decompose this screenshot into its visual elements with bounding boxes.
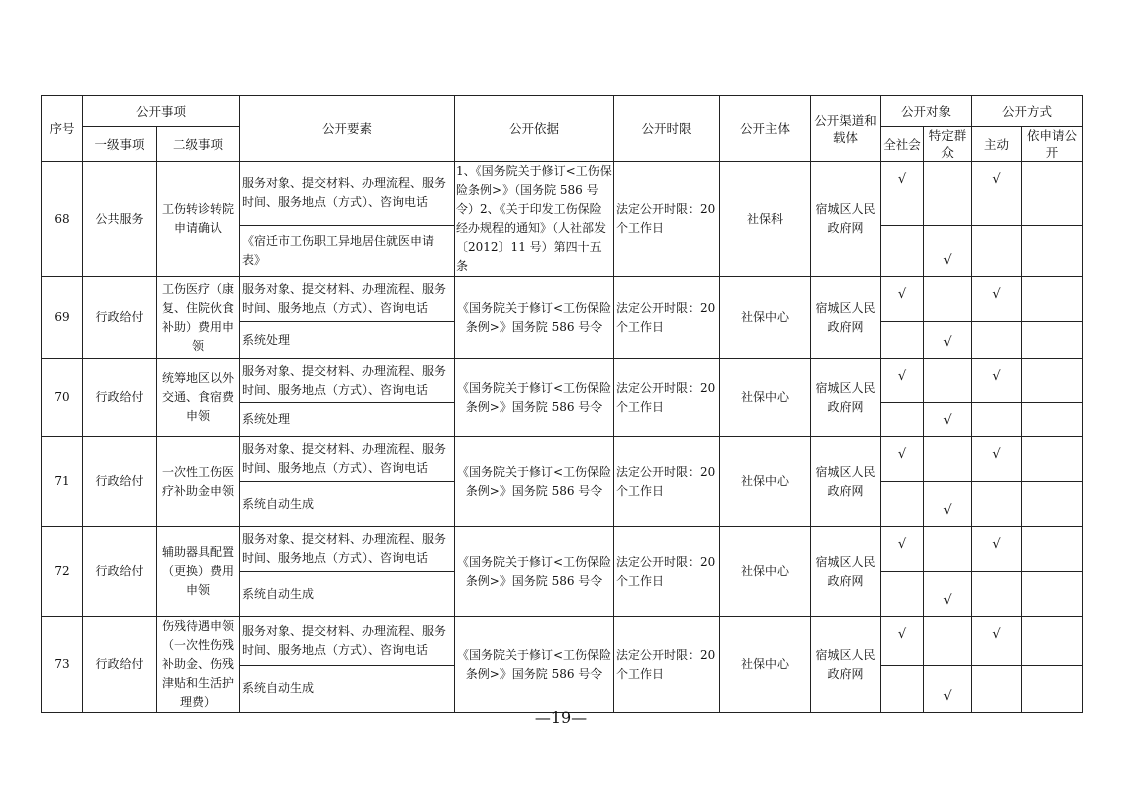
row-elements: 服务对象、提交材料、办理流程、服务时间、服务地点（方式）、咨询电话 [240, 359, 455, 403]
header-method-request: 依申请公开 [1022, 127, 1083, 162]
row-level1: 行政给付 [83, 437, 157, 527]
row-seq: 71 [42, 437, 83, 527]
empty-cell [924, 617, 972, 666]
check-mark-active: √ [972, 527, 1022, 572]
header-elements: 公开要素 [240, 96, 455, 162]
row-basis: 《国务院关于修订<工伤保险条例>》国务院 586 号令 [455, 527, 614, 617]
check-mark-specific: √ [924, 665, 972, 712]
empty-cell [1022, 403, 1083, 437]
empty-cell [1022, 665, 1083, 712]
row-level1: 公共服务 [83, 162, 157, 277]
row-channel: 宿城区人民政府网 [811, 437, 881, 527]
table-row [42, 527, 1083, 572]
row-basis: 《国务院关于修订<工伤保险条例>》国务院 586 号令 [455, 617, 614, 713]
empty-cell [924, 437, 972, 482]
row-elements-sub: 系统自动生成 [240, 482, 455, 527]
check-mark-specific: √ [924, 225, 972, 276]
row-channel: 宿城区人民政府网 [811, 617, 881, 713]
disclosure-table [41, 95, 1083, 713]
header-target-all: 全社会 [881, 127, 924, 162]
row-subject: 社保中心 [720, 359, 811, 437]
table-row [42, 162, 1083, 226]
row-level2: 工伤医疗（康复、住院伙食补助）费用申领 [157, 277, 240, 359]
check-mark-specific: √ [924, 322, 972, 359]
check-mark-all: √ [881, 162, 924, 226]
row-channel: 宿城区人民政府网 [811, 359, 881, 437]
check-mark-all: √ [881, 359, 924, 403]
row-channel: 宿城区人民政府网 [811, 277, 881, 359]
check-mark-active: √ [972, 617, 1022, 666]
check-mark-specific: √ [924, 482, 972, 527]
check-mark-specific: √ [924, 572, 972, 617]
row-seq: 70 [42, 359, 83, 437]
header-level1: 一级事项 [83, 127, 157, 162]
empty-cell [1022, 277, 1083, 322]
empty-cell [972, 225, 1022, 276]
row-elements: 服务对象、提交材料、办理流程、服务时间、服务地点（方式）、咨询电话 [240, 527, 455, 572]
header-seq: 序号 [42, 96, 83, 162]
row-elements: 服务对象、提交材料、办理流程、服务时间、服务地点（方式）、咨询电话 [240, 277, 455, 322]
row-level2: 一次性工伤医疗补助金申领 [157, 437, 240, 527]
row-seq: 68 [42, 162, 83, 277]
table-row [42, 359, 1083, 403]
header-target-specific: 特定群众 [924, 127, 972, 162]
row-elements-sub: 系统处理 [240, 403, 455, 437]
row-seq: 72 [42, 527, 83, 617]
row-time: 法定公开时限：20个工作日 [614, 277, 720, 359]
header-method: 公开方式 [972, 96, 1083, 127]
row-time: 法定公开时限：20个工作日 [614, 527, 720, 617]
empty-cell [972, 665, 1022, 712]
header-time: 公开时限 [614, 96, 720, 162]
row-elements-sub: 系统处理 [240, 322, 455, 359]
row-basis: 1、《国务院关于修订<工伤保险条例>》（国务院 586 号令）2、《关于印发工伤保险经办规程的通知》（人社部发〔2012〕11 号）第四十五条 [455, 162, 614, 277]
row-elements: 服务对象、提交材料、办理流程、服务时间、服务地点（方式）、咨询电话 [240, 617, 455, 666]
row-basis: 《国务院关于修订<工伤保险条例>》国务院 586 号令 [455, 277, 614, 359]
row-level2: 辅助器具配置（更换）费用申领 [157, 527, 240, 617]
empty-cell [1022, 225, 1083, 276]
row-elements-sub: 系统自动生成 [240, 572, 455, 617]
row-elements: 服务对象、提交材料、办理流程、服务时间、服务地点（方式）、咨询电话 [240, 162, 455, 226]
header-items: 公开事项 [83, 96, 240, 127]
empty-cell [881, 322, 924, 359]
header-basis: 公开依据 [455, 96, 614, 162]
row-subject: 社保中心 [720, 617, 811, 713]
check-mark-active: √ [972, 162, 1022, 226]
row-seq: 69 [42, 277, 83, 359]
empty-cell [972, 403, 1022, 437]
page-number: —19— [534, 708, 588, 727]
row-time: 法定公开时限：20个工作日 [614, 617, 720, 713]
empty-cell [972, 322, 1022, 359]
empty-cell [881, 665, 924, 712]
empty-cell [881, 403, 924, 437]
empty-cell [881, 572, 924, 617]
header-subject: 公开主体 [720, 96, 811, 162]
empty-cell [1022, 162, 1083, 226]
empty-cell [1022, 359, 1083, 403]
empty-cell [1022, 322, 1083, 359]
row-subject: 社保中心 [720, 437, 811, 527]
row-time: 法定公开时限：20个工作日 [614, 359, 720, 437]
row-basis: 《国务院关于修订<工伤保险条例>》国务院 586 号令 [455, 437, 614, 527]
empty-cell [1022, 527, 1083, 572]
empty-cell [881, 225, 924, 276]
check-mark-active: √ [972, 437, 1022, 482]
empty-cell [972, 482, 1022, 527]
check-mark-active: √ [972, 277, 1022, 322]
row-level1: 行政给付 [83, 527, 157, 617]
row-basis: 《国务院关于修订<工伤保险条例>》国务院 586 号令 [455, 359, 614, 437]
empty-cell [924, 527, 972, 572]
check-mark-all: √ [881, 527, 924, 572]
table-row [42, 437, 1083, 482]
empty-cell [881, 482, 924, 527]
row-subject: 社保中心 [720, 527, 811, 617]
row-level1: 行政给付 [83, 277, 157, 359]
row-level2: 统筹地区以外交通、食宿费申领 [157, 359, 240, 437]
empty-cell [1022, 617, 1083, 666]
row-channel: 宿城区人民政府网 [811, 527, 881, 617]
row-level1: 行政给付 [83, 359, 157, 437]
check-mark-active: √ [972, 359, 1022, 403]
empty-cell [972, 572, 1022, 617]
empty-cell [1022, 437, 1083, 482]
row-elements-sub: 系统自动生成 [240, 665, 455, 712]
header-target: 公开对象 [881, 96, 972, 127]
empty-cell [924, 277, 972, 322]
table-row [42, 617, 1083, 666]
row-subject: 社保科 [720, 162, 811, 277]
check-mark-all: √ [881, 277, 924, 322]
empty-cell [924, 359, 972, 403]
check-mark-specific: √ [924, 403, 972, 437]
row-elements: 服务对象、提交材料、办理流程、服务时间、服务地点（方式）、咨询电话 [240, 437, 455, 482]
row-channel: 宿城区人民政府网 [811, 162, 881, 277]
check-mark-all: √ [881, 617, 924, 666]
row-level2: 工伤转诊转院申请确认 [157, 162, 240, 277]
empty-cell [1022, 482, 1083, 527]
table-row [42, 277, 1083, 322]
row-subject: 社保中心 [720, 277, 811, 359]
row-seq: 73 [42, 617, 83, 713]
empty-cell [1022, 572, 1083, 617]
row-elements-sub: 《宿迁市工伤职工异地居住就医申请表》 [240, 225, 455, 276]
row-time: 法定公开时限：20个工作日 [614, 162, 720, 277]
header-row-top [42, 96, 1083, 127]
row-level2: 伤残待遇申领（一次性伤残补助金、伤残津贴和生活护理费） [157, 617, 240, 713]
empty-cell [924, 162, 972, 226]
row-time: 法定公开时限：20个工作日 [614, 437, 720, 527]
row-level1: 行政给付 [83, 617, 157, 713]
header-channel: 公开渠道和载体 [811, 96, 881, 162]
header-method-active: 主动 [972, 127, 1022, 162]
header-level2: 二级事项 [157, 127, 240, 162]
check-mark-all: √ [881, 437, 924, 482]
